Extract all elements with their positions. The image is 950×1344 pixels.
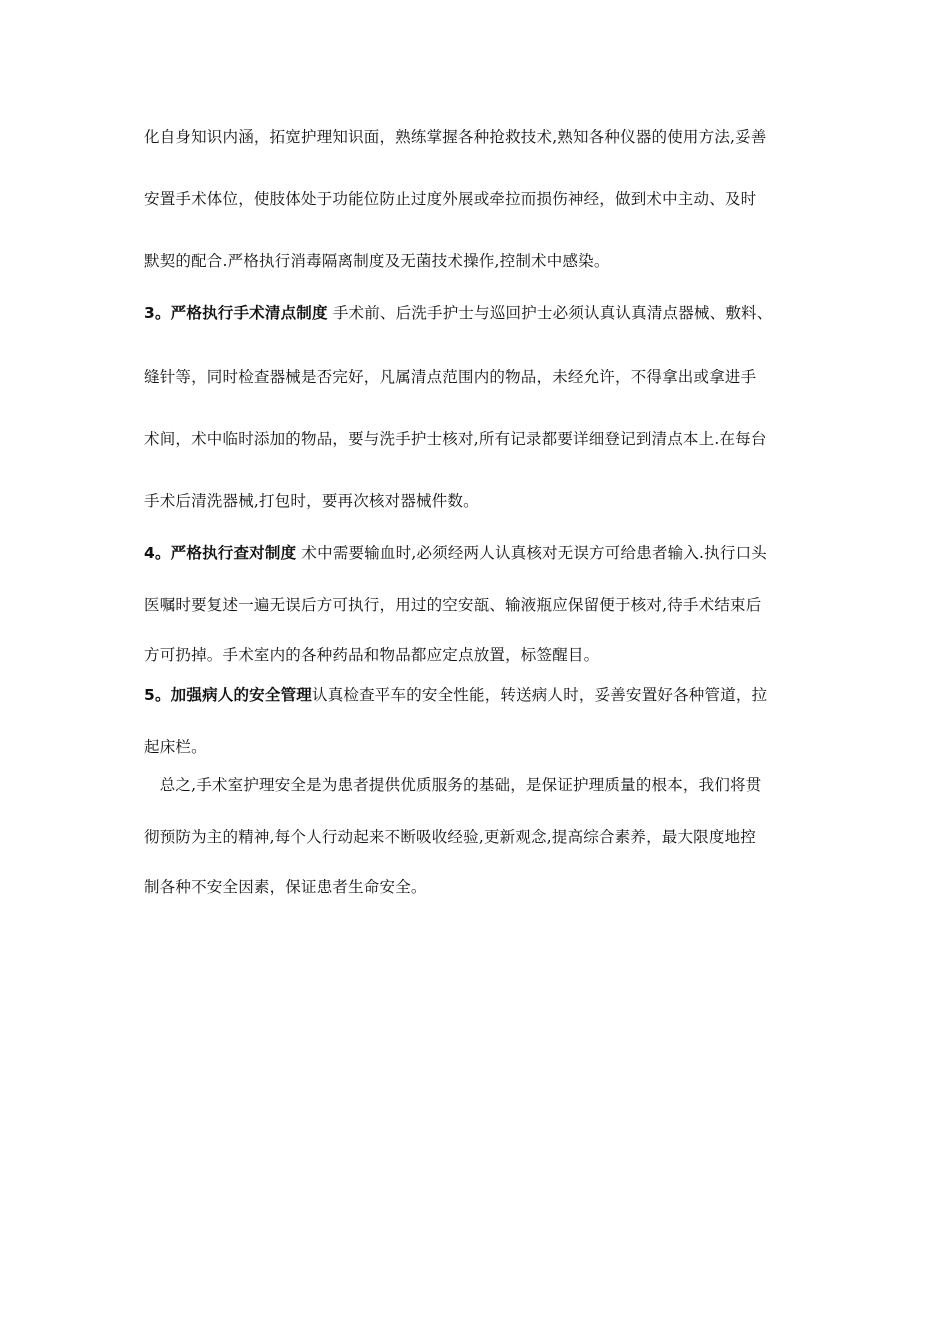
paragraph-line: 缝针等，同时检查器械是否完好，凡属清点范围内的物品，未经允许，不得拿出或拿进手 xyxy=(144,368,757,386)
section-5-heading: 5。加强病人的安全管理 xyxy=(144,686,312,704)
paragraph-line: 方可扔掉。手术室内的各种药品和物品都应定点放置，标签醒目。 xyxy=(144,646,600,664)
paragraph-line: 术间，术中临时添加的物品，要与洗手护士核对,所有记录都要详细登记到清点本上.在每台 xyxy=(144,430,767,448)
section-3-line-1 xyxy=(144,302,808,324)
paragraph-line: 手术后清洗器械,打包时，要再次核对器械件数。 xyxy=(144,492,479,510)
conclusion-line: 制各种不安全因素，保证患者生命安全。 xyxy=(144,878,427,896)
section-3-heading: 3。严格执行手术清点制度 xyxy=(144,304,328,322)
section-4-text: 术中需要输血时,必须经两人认真核对无误方可给患者输入.执行口头 xyxy=(296,544,767,562)
conclusion-line: 总之,手术室护理安全是为患者提供优质服务的基础，是保证护理质量的根本，我们将贯 xyxy=(144,776,762,794)
paragraph-line: 默契的配合.严格执行消毒隔离制度及无菌技术操作,控制术中感染。 xyxy=(144,252,610,270)
paragraph-line: 安置手术体位，使肢体处于功能位防止过度外展或牵拉而损伤神经，做到术中主动、及时 xyxy=(144,190,757,208)
section-5-text: 认真检查平车的安全性能，转送病人时，妥善安置好各种管道，拉 xyxy=(312,686,768,704)
section-5-line-1 xyxy=(144,684,808,706)
paragraph-line: 起床栏。 xyxy=(144,738,207,756)
paragraph-line: 医嘱时要复述一遍无误后方可执行，用过的空安瓿、输液瓶应保留便于核对,待手术结束后 xyxy=(144,596,762,614)
conclusion-line: 彻预防为主的精神,每个人行动起来不断吸收经验,更新观念,提高综合素养，最大限度地控 xyxy=(144,828,756,846)
paragraph-line: 化自身知识内涵，拓宽护理知识面，熟练掌握各种抢救技术,熟知各种仪器的使用方法,妥善 xyxy=(144,128,767,146)
section-4-heading: 4。严格执行查对制度 xyxy=(144,544,297,562)
section-4-line-1 xyxy=(144,542,808,564)
section-3-text: 手术前、后洗手护士与巡回护士必须认真认真清点器械、敷料、 xyxy=(327,304,773,322)
